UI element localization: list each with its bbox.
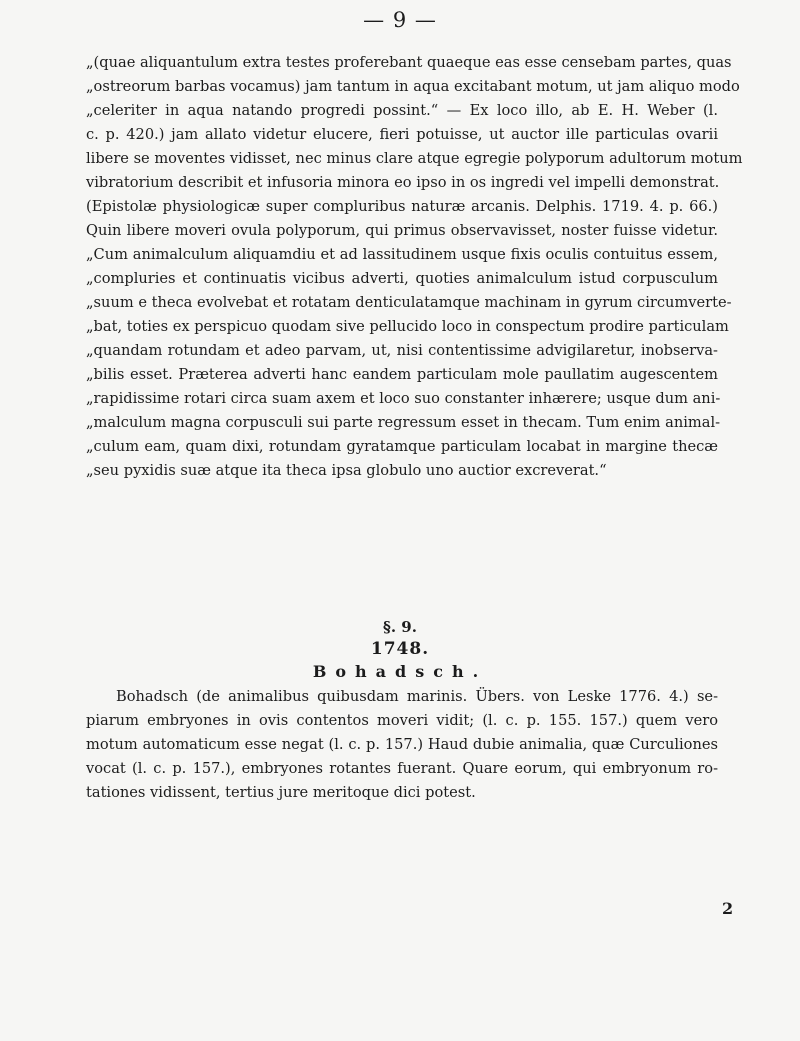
text-line: „suum e theca evolvebat et rotatam denticulatamque machinam in gyrum circumverte- [86, 294, 732, 311]
section-number: §. 9. [383, 618, 417, 636]
text-line: piarum embryones in ovis contentos moveri vidit; (l. c. p. 155. 157.) quem vero [86, 712, 718, 729]
text-line: „bat, toties ex perspicuo quodam sive pellucido loco in conspectum prodire particulam [86, 318, 729, 335]
text-line: „(quae aliquantulum extra testes proferebant quaeque eas esse censebam partes, quas [86, 54, 732, 71]
text-line: „malculum magna corpusculi sui parte regressum esset in thecam. Tum enim animal- [86, 414, 721, 431]
text-line: „rapidissime rotari circa suam axem et loco suo constanter inhærere; usque dum ani- [86, 390, 721, 407]
paragraph-quote [86, 51, 743, 483]
text-line: tationes vidissent, tertius jure meritoque dici potest. [86, 784, 476, 801]
text-line: „ostreorum barbas vocamus) jam tantum in aqua excitabant motum, ut jam aliquo modo [86, 78, 740, 95]
paragraph-bohadsch [86, 685, 718, 805]
text-line: libere se moventes vidisset, nec minus clare atque egregie polyporum adultorum motum [86, 150, 743, 167]
text-line: motum automaticum esse negat (l. c. p. 157.) Haud dubie animalia, quæ Curculiones [86, 736, 718, 753]
text-line: „celeriter in aqua natando progredi possint.“ — Ex loco illo, ab E. H. Weber (l. [86, 102, 718, 119]
text-line: Quin libere moveri ovula polyporum, qui primus observavisset, noster fuisse videtur. [86, 222, 718, 239]
text-line: „quandam rotundam et adeo parvam, ut, nisi contentissime advigilaretur, inobserva- [86, 342, 718, 359]
text-line: „bilis esset. Præterea adverti hanc eandem particulam mole paullatim augescentem [86, 366, 718, 383]
text-line: „seu pyxidis suæ atque ita theca ipsa globulo uno auctior excreverat.“ [86, 462, 607, 479]
text-line: „compluries et continuatis vicibus adverti, quoties animalculum istud corpusculum [86, 270, 718, 287]
text-line: Bohadsch (de animalibus quibusdam marinis. Übers. von Leske 1776. 4.) se- [116, 688, 718, 705]
text-line: (Epistolæ physiologicæ super compluribus naturæ arcanis. Delphis. 1719. 4. p. 66.) [86, 198, 718, 215]
page-number-header: — 9 — [363, 8, 437, 32]
section-year: 1748. [370, 639, 430, 659]
text-line: „culum eam, quam dixi, rotundam gyratamque particulam locabat in margine thecæ [86, 438, 718, 455]
text-line: „Cum animalculum aliquamdiu et ad lassitudinem usque fixis oculis contuitus essem, [86, 246, 718, 263]
text-line: vibratorium describit et infusoria minora eo ipso in os ingredi vel impelli demonstrat. [86, 174, 720, 191]
signature-mark: 2 [722, 899, 734, 918]
section-title: Bohadsch. [312, 662, 488, 681]
text-line: c. p. 420.) jam allato videtur elucere, fieri potuisse, ut auctor ille particulas ovarii [86, 126, 718, 143]
text-line: vocat (l. c. p. 157.), embryones rotantes fuerant. Quare eorum, qui embryonum ro- [86, 760, 718, 777]
